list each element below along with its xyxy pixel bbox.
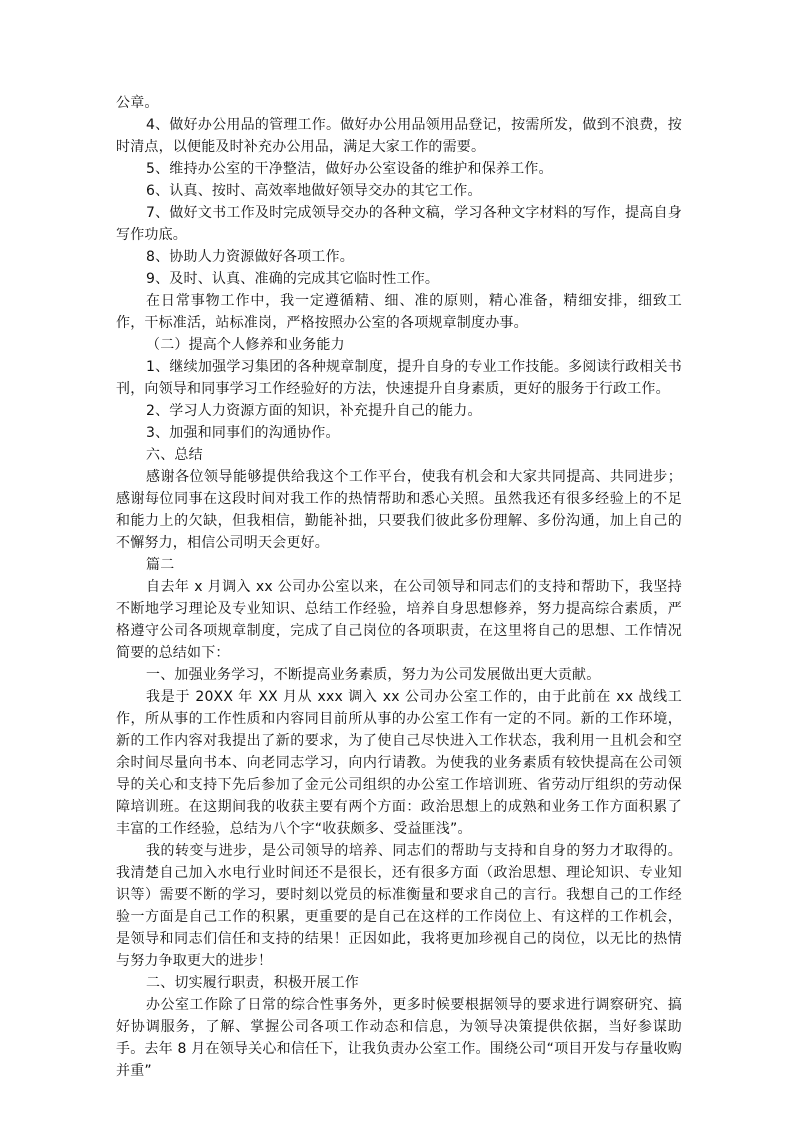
paragraph-20: 办公室工作除了日常的综合性事务外，更多时候要根据领导的要求进行调察研究、搞好协调服务，了解、掌握公司各项工作动态和信息，为领导决策提供依据，当好参谋助手。去年 8 月在领导关心和信任下，让我负责办公室工作。围绕公司“项目开发与存量收购并重” xyxy=(116,997,682,1079)
paragraph-10: 2、学习人力资源方面的知识，补充提升自己的能力。 xyxy=(146,403,482,419)
paragraph-6: 9、及时、认真、准确的完成其它临时性工作。 xyxy=(146,271,440,287)
paragraph-11: 3、加强和同事们的沟通协作。 xyxy=(146,425,340,441)
paragraph-3: 6、认真、按时、高效率地做好领导交办的其它工作。 xyxy=(146,183,482,199)
paragraph-4: 7、做好文书工作及时完成领导交办的各种文稿，学习各种文字材料的写作，提高自身写作功底。 xyxy=(116,205,682,243)
paragraph-7: 在日常事物工作中，我一定遵循精、细、准的原则，精心准备，精细安排，细致工作，干标准活，站标准岗，严格按照办公室的各项规章制度办事。 xyxy=(116,293,682,331)
paragraph-0: 公章。 xyxy=(116,95,159,111)
section-heading-study: 一、加强业务学习，不断提高业务素质，努力为公司发展做出更大贡献。 xyxy=(146,667,601,683)
paragraph-2: 5、维持办公室的干净整洁，做好办公室设备的维护和保养工作。 xyxy=(146,161,553,177)
section-heading-duties: 二、切实履行职责，积极开展工作 xyxy=(146,975,359,991)
paragraph-9: 1、继续加强学习集团的各种规章制度，提升自身的专业工作技能。多阅读行政相关书刊，向领导和同事学习工作经验好的方法，快速提升自身素质，更好的服务于行政工作。 xyxy=(116,359,682,397)
section-heading-summary: 六、总结 xyxy=(146,447,203,463)
paragraph-15: 自去年 x 月调入 xx 公司办公室以来，在公司领导和同志们的支持和帮助下，我坚持不断地学习理论及专业知识、总结工作经验，培养自身思想修养，努力提高综合素质，严格遵守公司各项规章制度，完成了自己岗位的各项职责，在这里将自己的思想、工作情况简要的总结如下： xyxy=(116,579,682,661)
part-two-heading: 篇二 xyxy=(146,557,175,573)
paragraph-17: 我是于 20XX 年 XX 月从 xxx 调入 xx 公司办公室工作的，由于此前在 xx 战线工作，所从事的工作性质和内容同目前所从事的办公室工作有一定的不同。新的工作环境，新的工作内容对我提出了新的要求，为了使自己尽快进入工作状态，我利用一且机会和空余时间尽量向书本、向老同志学习，向内行请教。为使我的业务素质有较快提高在公司领导的关心和支持下先后参加了金元公司组织的办公室工作培训班、省劳动厅组织的劳动保障培训班。在这期间我的收获主要有两个方面：政治思想上的成熟和业务工作方面积累了丰富的工作经验，总结为八个字“收获颇多、受益匪浅”。 xyxy=(116,689,682,837)
section-heading-improve: （二）提高个人修养和业务能力 xyxy=(146,337,345,353)
paragraph-18: 我的转变与进步，是公司领导的培养、同志们的帮助与支持和自身的努力才取得的。我清楚自己加入水电行业时间还不是很长，还有很多方面（政治思想、理论知识、专业知识等）需要不断的学习，要时刻以党员的标准衡量和要求自己的言行。我想自己的工作经验一方面是自己工作的积累，更重要的是自己在这样的工作岗位上、有这样的工作机会，是领导和同志们信任和支持的结果！正因如此，我将更加珍视自己的岗位，以无比的热情与努力争取更大的进步！ xyxy=(116,843,682,969)
paragraph-1: 4、做好办公用品的管理工作。做好办公用品领用品登记，按需所发，做到不浪费，按时清点，以便能及时补充办公用品，满足大家工作的需要。 xyxy=(116,117,682,155)
paragraph-13: 感谢各位领导能够提供给我这个工作平台，使我有机会和大家共同提高、共同进步；感谢每位同事在这段时间对我工作的热情帮助和悉心关照。虽然我还有很多经验上的不足和能力上的欠缺，但我相信，勤能补拙，只要我们彼此多份理解、多份沟通，加上自己的不懈努力，相信公司明天会更好。 xyxy=(116,469,682,551)
paragraph-5: 8、协助人力资源做好各项工作。 xyxy=(146,249,354,265)
